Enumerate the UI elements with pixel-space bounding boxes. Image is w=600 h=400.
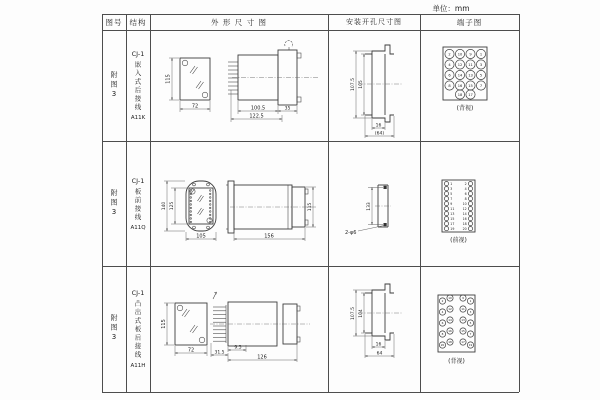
- terminal-circle: [444, 222, 448, 226]
- figure-cell-row1: [102, 30, 126, 141]
- dim-label: 72: [191, 103, 199, 110]
- figure-cell-row3: [102, 266, 126, 392]
- terminal-number: 12: [462, 206, 467, 211]
- type-code: A11Q: [130, 224, 146, 231]
- mounting-hole-drawing-a11q: [328, 141, 420, 266]
- dim-label: 105: [359, 80, 364, 89]
- terminal-number: 4: [441, 310, 444, 315]
- terminal-circle: [444, 227, 448, 231]
- outline-drawing-a11h: [150, 266, 328, 392]
- dim-label: 104: [359, 309, 364, 318]
- terminal-circle: [444, 207, 448, 211]
- structure-label: 凸出式板后接线: [133, 300, 142, 360]
- terminal-number: 14: [457, 73, 463, 78]
- terminal-circle: [468, 197, 472, 201]
- terminal-number: 18: [448, 340, 452, 345]
- dim-label: 115: [308, 202, 313, 212]
- terminal-number: 14: [462, 211, 467, 216]
- terminal-circle: [468, 182, 472, 186]
- terminal-diagram-a11q: [420, 141, 519, 266]
- terminal-diagram-a11h: [420, 266, 519, 392]
- terminal-circle: [444, 202, 448, 206]
- structure-cell-row2: [126, 141, 150, 266]
- terminal-number: 16: [457, 83, 463, 88]
- terminal-number: 2: [448, 52, 451, 57]
- terminal-number: 2: [441, 299, 444, 304]
- view-label: (前视): [450, 237, 467, 244]
- dim-label: 16: [375, 123, 382, 129]
- hole-spec-label: 2-φ6: [345, 230, 357, 236]
- terminal-number: 16: [462, 216, 467, 221]
- terminal-number: 3: [469, 310, 472, 315]
- terminal-circle: [468, 222, 472, 226]
- dim-label: 133: [367, 202, 372, 211]
- terminal-number: 11: [461, 307, 465, 312]
- view-label: (背视): [448, 358, 465, 365]
- terminal-number: 16: [448, 329, 452, 334]
- terminal-number: 5: [479, 73, 483, 78]
- terminal-number: 1: [469, 299, 472, 304]
- structure-label: 嵌入式后接线: [133, 61, 142, 112]
- header-figure: 图号: [105, 17, 123, 27]
- structure-cell-row3: [126, 266, 150, 392]
- terminal-number: 10: [457, 52, 463, 57]
- outline-drawing-a11q: [150, 141, 328, 266]
- terminal-circle: [444, 217, 448, 221]
- terminal-number: 5: [450, 191, 453, 196]
- terminal-number: 13: [461, 318, 465, 323]
- terminal-number: 9: [462, 296, 464, 301]
- terminal-number: 6: [448, 73, 451, 78]
- terminal-number: 9: [450, 201, 453, 206]
- terminal-number: 8: [448, 83, 451, 88]
- model-label: CJ-1: [131, 289, 145, 298]
- terminal-number: 20: [462, 226, 467, 231]
- terminal-dots: [190, 190, 211, 223]
- terminal-number: 1: [479, 52, 483, 57]
- terminal-number: 19: [468, 343, 473, 348]
- terminal-number: 2: [464, 181, 467, 186]
- figure-cell-row2: [102, 141, 126, 266]
- terminal-grid: [444, 182, 472, 231]
- terminal-number: 7: [469, 332, 472, 337]
- terminal-number: 3: [450, 186, 453, 191]
- terminal-circle: [444, 197, 448, 201]
- dim-label: 105: [196, 233, 206, 240]
- terminal-number: 20: [440, 343, 445, 348]
- terminal-circle: [468, 192, 472, 196]
- terminal-number: 19: [450, 226, 455, 231]
- terminal-number: 17: [461, 340, 465, 345]
- terminal-pins: [228, 62, 238, 94]
- terminal-circle: [468, 212, 472, 216]
- terminal-number: 1: [450, 181, 453, 186]
- dim-label: (64): [374, 131, 385, 137]
- terminal-number: 11: [468, 62, 473, 67]
- terminal-number: 4: [464, 186, 467, 191]
- terminal-diagram-a11k: [420, 30, 519, 141]
- terminal-circle: [444, 187, 448, 191]
- figure-label: 附图3: [110, 70, 118, 101]
- dim-label: 115: [161, 319, 167, 329]
- dim-label: 126: [257, 354, 267, 361]
- terminal-number: 9: [469, 52, 472, 57]
- table-border: [102, 392, 519, 393]
- terminal-number: 17: [468, 92, 473, 97]
- terminal-number: 18: [462, 221, 467, 226]
- terminal-circle: [468, 227, 472, 231]
- dim-label: 107.5: [351, 307, 356, 320]
- dim-label: 31.5: [214, 350, 225, 356]
- terminal-number: 11: [450, 206, 455, 211]
- terminal-number: 3: [479, 62, 483, 67]
- terminal-circle: [468, 207, 472, 211]
- terminal-circle: [444, 182, 448, 186]
- structure-cell-row1: [126, 30, 150, 141]
- view-label: (背视): [456, 105, 474, 112]
- figure-label: 附图3: [110, 314, 118, 344]
- mounting-hole-drawing-a11h: [328, 266, 420, 392]
- figure-label: 附图3: [110, 188, 118, 219]
- terminal-number: 15: [468, 83, 473, 88]
- dim-label: 35: [284, 106, 291, 112]
- dim-label: 156: [264, 233, 274, 240]
- terminal-circle: [444, 212, 448, 216]
- terminal-number: 10: [462, 201, 467, 206]
- structure-label: 板前接线: [133, 187, 142, 222]
- terminal-number: 4: [448, 62, 451, 67]
- type-code: A11H: [130, 362, 146, 369]
- table-border: [519, 14, 520, 392]
- dim-label: 16: [375, 342, 382, 348]
- terminal-circle: [468, 202, 472, 206]
- model-label: CJ-1: [131, 50, 145, 58]
- terminal-number: 13: [450, 211, 455, 216]
- terminal-number: 10: [448, 296, 452, 301]
- terminal-grid: [439, 295, 473, 348]
- dim-label: 107.5: [351, 78, 356, 91]
- dim-label: 125: [170, 201, 175, 211]
- header-outline: 外 形 尺 寸 图: [210, 17, 268, 27]
- dim-label: 9.5: [234, 345, 242, 351]
- terminal-number: 13: [468, 73, 473, 78]
- header-structure: 结构: [129, 17, 147, 27]
- header-terminal: 端子图: [456, 17, 483, 27]
- terminal-number: 7: [479, 83, 483, 88]
- terminal-number: 6: [464, 191, 467, 196]
- terminal-number: 7: [450, 196, 453, 201]
- header-mounting: 安装开孔尺寸图: [346, 18, 402, 26]
- dim-label: 140: [162, 201, 167, 211]
- terminal-number: 12: [457, 62, 463, 67]
- terminal-circle: [468, 217, 472, 221]
- terminal-number: 18: [457, 92, 463, 97]
- dim-label: 115: [165, 74, 172, 84]
- outline-drawing-a11k: [150, 30, 328, 141]
- dim-label: 64: [376, 351, 383, 357]
- terminal-number: 6: [441, 321, 444, 326]
- dim-label: 100.5: [250, 105, 266, 112]
- type-code: A11K: [130, 115, 146, 121]
- terminal-number: 12: [448, 307, 452, 312]
- terminal-circle: [468, 187, 472, 191]
- dim-label: 72: [187, 347, 195, 354]
- terminal-number: 17: [450, 221, 455, 226]
- terminal-number: 8: [464, 196, 467, 201]
- terminal-number: 5: [469, 321, 472, 326]
- model-label: CJ-1: [131, 176, 145, 185]
- terminal-grid: [445, 49, 486, 99]
- mounting-hole-drawing-a11k: [328, 30, 420, 141]
- unit-label: 单位：mm: [432, 4, 470, 13]
- terminal-number: 8: [441, 332, 444, 337]
- terminal-circle: [444, 192, 448, 196]
- dim-label: 122.5: [249, 113, 264, 120]
- terminal-number: 15: [450, 216, 455, 221]
- terminal-number: 15: [461, 329, 465, 334]
- terminal-number: 14: [448, 318, 452, 323]
